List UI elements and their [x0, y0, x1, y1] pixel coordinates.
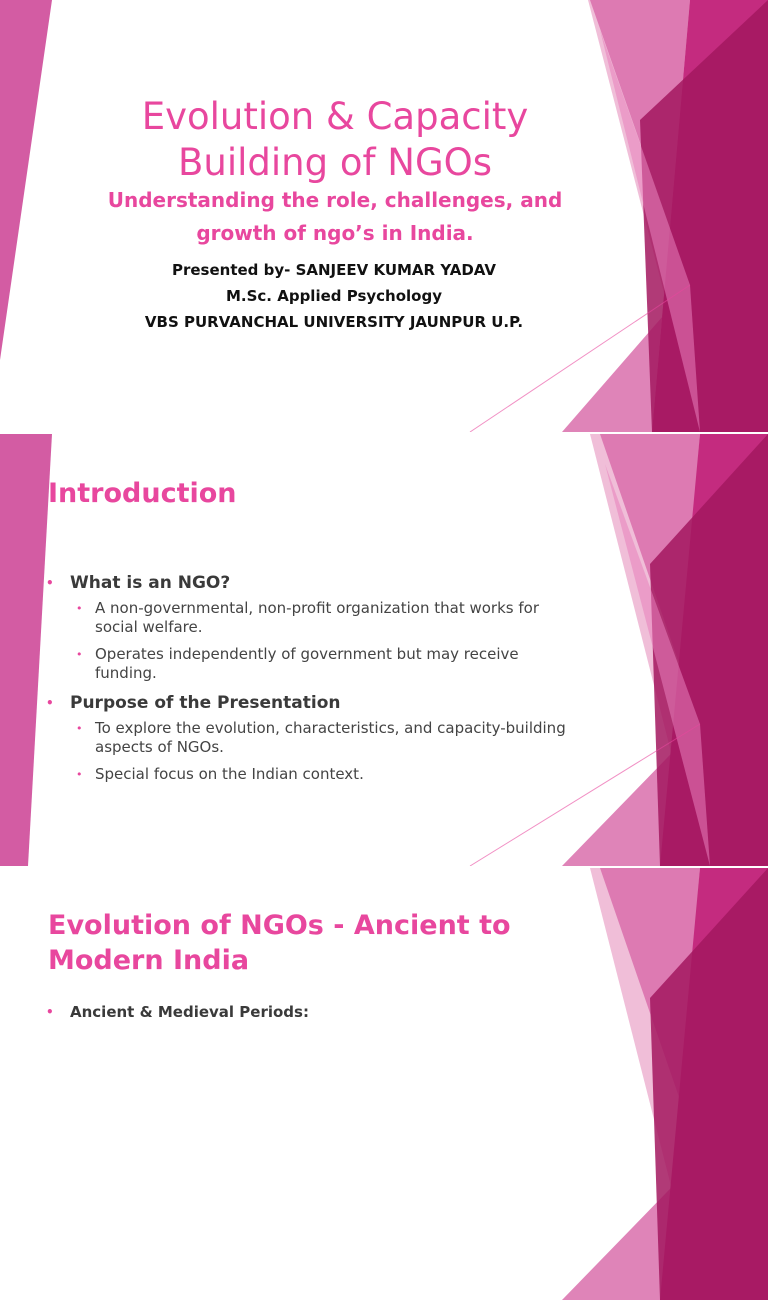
bullet-list	[46, 571, 566, 792]
heading-line-2: Modern India	[48, 945, 250, 976]
bullet-icon: •	[76, 722, 83, 735]
list-item	[70, 599, 566, 637]
sub-bullet-text: To explore the evolution, characteristics, and capacity-building aspects of NGOs.	[95, 719, 566, 756]
subtitle-line-2: growth of ngo’s in India.	[196, 221, 474, 245]
list-item	[46, 571, 566, 683]
bullet-icon: •	[76, 602, 83, 615]
bullet-label: Ancient & Medieval Periods:	[70, 1003, 309, 1021]
presenter-degree: M.Sc. Applied Psychology	[225, 287, 442, 305]
list-item	[70, 719, 566, 757]
list-item	[46, 1001, 309, 1023]
bullet-icon: •	[46, 696, 54, 710]
bullet-list	[46, 1001, 309, 1023]
bullet-icon: •	[76, 648, 83, 661]
list-item	[70, 645, 566, 683]
title-line-1: Evolution & Capacity	[141, 95, 529, 138]
sub-bullet-list	[70, 599, 566, 683]
bullet-icon: •	[46, 576, 54, 590]
bullet-icon: •	[76, 768, 83, 781]
sub-bullet-text: A non-governmental, non-profit organization that works for social welfare.	[95, 599, 539, 636]
list-item	[46, 691, 566, 784]
presenter-university: VBS PURVANCHAL UNIVERSITY JAUNPUR U.P.	[144, 313, 524, 331]
evolution-slide	[0, 868, 768, 1300]
presentation-subtitle	[40, 184, 630, 250]
presenter-name: Presented by- SANJEEV KUMAR YADAV	[171, 261, 497, 279]
bullet-label: Purpose of the Presentation	[70, 693, 341, 713]
introduction-slide	[0, 434, 768, 866]
presenter-info	[0, 257, 668, 335]
heading-line-1: Evolution of NGOs - Ancient to	[48, 910, 511, 941]
presentation-title	[0, 94, 670, 186]
sub-bullet-text: Special focus on the Indian context.	[95, 765, 364, 783]
sub-bullet-list	[70, 719, 566, 784]
bullet-label: What is an NGO?	[70, 573, 231, 593]
slide-heading: Introduction	[48, 478, 237, 509]
title-slide	[0, 0, 768, 432]
title-line-2: Building of NGOs	[177, 141, 493, 184]
bullet-icon: •	[46, 1005, 54, 1019]
subtitle-line-1: Understanding the role, challenges, and	[107, 188, 563, 212]
sub-bullet-text: Operates independently of government but may receive funding.	[95, 645, 519, 682]
list-item	[70, 765, 566, 784]
slide-heading	[48, 908, 511, 978]
